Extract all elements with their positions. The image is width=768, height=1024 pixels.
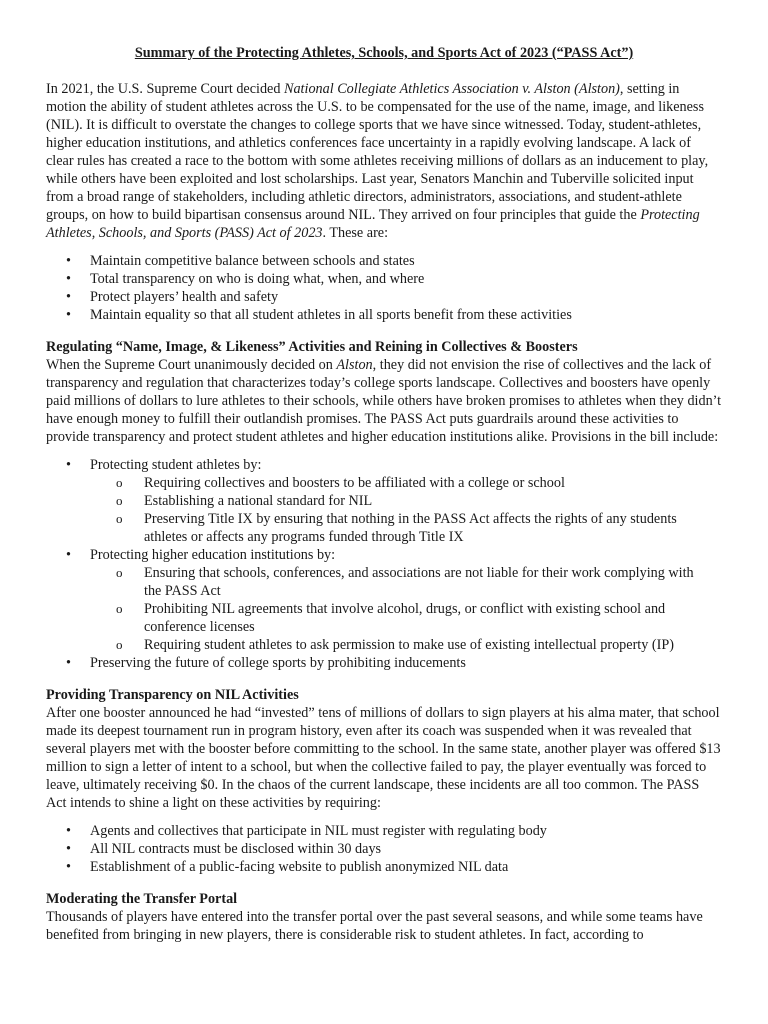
intro-text-c: . These are: (322, 225, 389, 241)
sub-list (90, 474, 722, 546)
list-item-label: Preserving the future of college sports by prohibiting inducements (90, 655, 466, 671)
list-item-label: Protecting higher education institutions by: (90, 547, 336, 563)
sub-list-item: o Preserving Title IX by ensuring that nothing in the PASS Act affects the rights of any students athletes or affects any programs funded through Title IX (90, 510, 722, 546)
section1-text-a: When the Supreme Court unanimously decided on (46, 357, 337, 373)
section-nil-collectives (46, 338, 722, 672)
sub-list-item: o Requiring student athletes to ask permission to make use of existing intellectual property (IP) (90, 636, 722, 654)
list-item: • Protect players’ health and safety (46, 288, 722, 306)
section-paragraph: After one booster announced he had “invested” tens of millions of dollars to sign players at his alma mater, that school made its deepest tournament run in program history, even after its coach was suspended when it was revealed that several players met with the booster before committing to the school. In the same state, another player was offered $13 million to sign a letter of intent to a school, but when the collective failed to pay, the player eventually was forced to leave, ultimately receiving $0. In the chaos of the current landscape, these incidents are all too common. The PASS Act intends to shine a light on these activities by requiring: (46, 705, 721, 811)
list-item: • Establishment of a public-facing website to publish anonymized NIL data (46, 858, 722, 876)
section1-text-b: , they did not envision the rise of collectives and the lack of transparency and regulation that characterizes today’s college sports landscape. Collectives and boosters have openly paid millions of dollars to lure athletes to their schools, while others have broken promises to athletes when they didn’t have enough money to fulfill their outlandish promises. The PASS Act puts guardrails around these activities to provide transparency and protect student athletes and higher education institutions alike. Provisions in the bill include: (46, 357, 722, 445)
section-transparency (46, 686, 722, 876)
sub-list (90, 564, 722, 654)
list-item: • Maintain competitive balance between schools and states (46, 252, 722, 270)
list-item (46, 546, 722, 654)
list-item: • All NIL contracts must be disclosed within 30 days (46, 840, 722, 858)
requirements-list (46, 822, 722, 876)
section-paragraph: Thousands of players have entered into the transfer portal over the past several seasons, and while some teams have benefited from bringing in new players, there is considerable risk to student athletes. In fact, according to (46, 909, 703, 943)
list-item-label: Protecting student athletes by: (90, 457, 262, 473)
list-item (46, 654, 722, 672)
intro-case-name: National Collegiate Athletics Association v. Alston (Alston) (284, 81, 620, 97)
intro-paragraph (46, 80, 722, 242)
sub-list-item: o Establishing a national standard for NIL (90, 492, 722, 510)
sub-list-item: o Prohibiting NIL agreements that involve alcohol, drugs, or conflict with existing school and conference licenses (90, 600, 722, 636)
section-transfer-portal (46, 890, 722, 944)
intro-text-b: , setting in motion the ability of student athletes across the U.S. to be compensated for the use of the name, image, and likeness (NIL). It is difficult to overstate the changes to college sports that we have since witnessed. Today, student-athletes, higher education institutions, and athletics conferences face uncertainty in a rapidly evolving landscape. A lack of clear rules has created a race to the bottom with some athletes receiving millions of dollars as an inducement to play, while others have been exploited and lost scholarships. Last year, Senators Manchin and Tuberville solicited input from a broad range of stakeholders, including athletic directors, administrators, associations, and student-athlete groups, on how to build bipartisan consensus around NIL. They arrived on four principles that guide the (46, 81, 709, 223)
section-heading: Providing Transparency on NIL Activities (46, 687, 299, 703)
provisions-list (46, 456, 722, 672)
section-heading: Moderating the Transfer Portal (46, 891, 238, 907)
list-item (46, 456, 722, 546)
sub-list-item: o Requiring collectives and boosters to be affiliated with a college or school (90, 474, 722, 492)
section1-case-name: Alston (336, 357, 373, 373)
intro-text-a: In 2021, the U.S. Supreme Court decided (46, 81, 284, 97)
document-title: Summary of the Protecting Athletes, Schools, and Sports Act of 2023 (“PASS Act”) (134, 45, 634, 61)
section-heading: Regulating “Name, Image, & Likeness” Activities and Reining in Collectives & Boosters (46, 339, 578, 355)
sub-list-item: o Ensuring that schools, conferences, and associations are not liable for their work complying with the PASS Act (90, 564, 722, 600)
section-paragraph (46, 356, 722, 446)
principles-list (46, 252, 722, 324)
list-item: • Total transparency on who is doing what, when, and where (46, 270, 722, 288)
list-item: • Maintain equality so that all student athletes in all sports benefit from these activities (46, 306, 722, 324)
intro-act-name: Protecting Athletes, Schools, and Sports (PASS) Act of 2023 (46, 207, 700, 241)
list-item: • Agents and collectives that participate in NIL must register with regulating body (46, 822, 722, 840)
